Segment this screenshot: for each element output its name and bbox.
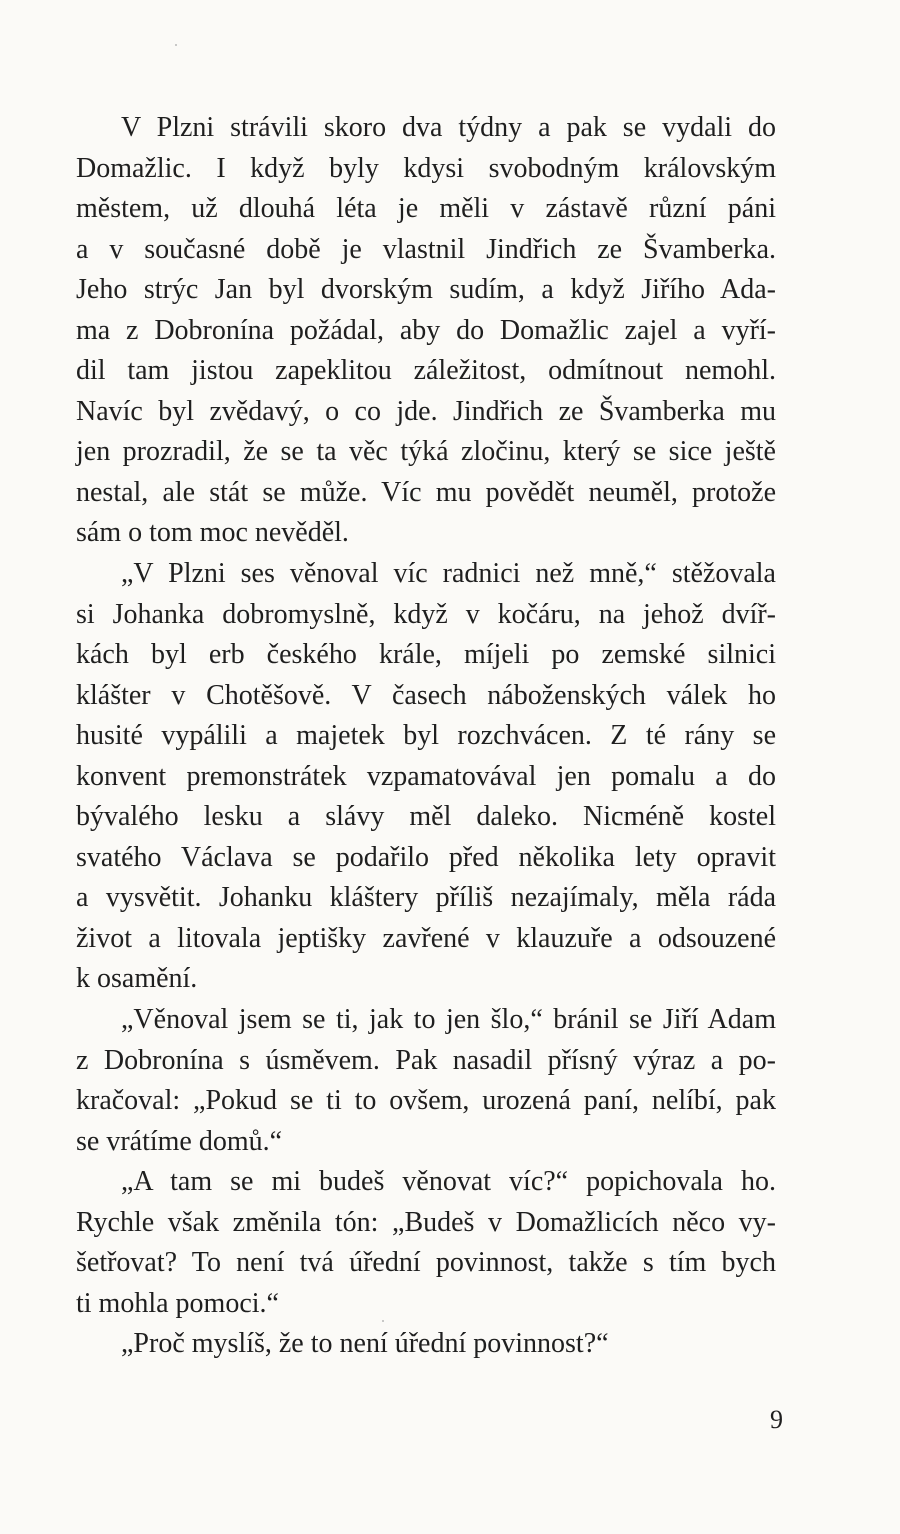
- text-line: kách byl erb českého krále, míjeli po zemské silnici: [76, 639, 776, 671]
- text-line: k osamění.: [76, 963, 198, 995]
- text-line: a v současné době je vlastnil Jindřich ze Švamberka.: [76, 233, 776, 265]
- body-text: [76, 108, 776, 1365]
- text-line: „Věnoval jsem se ti, jak to jen šlo,“ bránil se Jiří Adam: [121, 1004, 776, 1036]
- text-line: bývalého lesku a slávy měl daleko. Nicméně kostel: [76, 801, 776, 833]
- text-line: Rychle však změnila tón: „Budeš v Domažlicích něco vy-: [76, 1206, 776, 1238]
- text-line: jen prozradil, že se ta věc týká zločinu, který se sice ještě: [76, 436, 776, 468]
- text-line: „A tam se mi budeš věnovat víc?“ popichovala ho.: [121, 1166, 776, 1198]
- text-line: ma z Dobronína požádal, aby do Domažlic zajel a vyří-: [76, 314, 776, 346]
- text-line: konvent premonstrátek vzpamatovával jen pomalu a do: [76, 760, 776, 792]
- text-line: šetřovat? To není tvá úřední povinnost, takže s tím bych: [76, 1247, 776, 1279]
- text-line: z Dobronína s úsměvem. Pak nasadil přísný výraz a po-: [76, 1044, 776, 1076]
- text-line: husité vypálili a majetek byl rozchvácen. Z té rány se: [76, 720, 776, 752]
- text-line: „Proč myslíš, že to není úřední povinnost?“: [121, 1328, 609, 1360]
- text-line: život a litovala jeptišky zavřené v klauzuře a odsouzené: [76, 922, 776, 954]
- text-line: klášter v Chotěšově. V časech náboženských válek ho: [76, 679, 776, 711]
- page-number: 9: [770, 1405, 783, 1434]
- text-line: si Johanka dobromyslně, když v kočáru, na jehož dvíř-: [76, 598, 776, 630]
- text-line: Jeho strýc Jan byl dvorským sudím, a když Jiřího Ada-: [76, 274, 776, 306]
- text-line: „V Plzni ses věnoval víc radnici než mně,“ stěžovala: [121, 558, 776, 590]
- text-line: ti mohla pomoci.“: [76, 1287, 279, 1319]
- text-line: nestal, ale stát se může. Víc mu povědět neuměl, protože: [76, 476, 776, 508]
- text-line: Domažlic. I když byly kdysi svobodným královským: [76, 152, 776, 184]
- paper-speck: [175, 44, 177, 46]
- text-line: Navíc byl zvědavý, o co jde. Jindřich ze Švamberka mu: [76, 395, 776, 427]
- text-line: kračoval: „Pokud se ti to ovšem, urozená paní, nelíbí, pak: [76, 1085, 776, 1117]
- text-line: sám o tom moc nevěděl.: [76, 517, 349, 549]
- text-line: a vysvětit. Johanku kláštery příliš nezajímaly, měla ráda: [76, 882, 776, 914]
- text-line: V Plzni strávili skoro dva týdny a pak se vydali do: [121, 112, 776, 143]
- text-line: dil tam jistou zapeklitou záležitost, odmítnout nemohl.: [76, 355, 776, 387]
- text-line: svatého Václava se podařilo před několika lety opravit: [76, 841, 776, 873]
- text-line: městem, už dlouhá léta je měli v zástavě různí páni: [76, 193, 776, 225]
- text-line: se vrátíme domů.“: [76, 1125, 283, 1157]
